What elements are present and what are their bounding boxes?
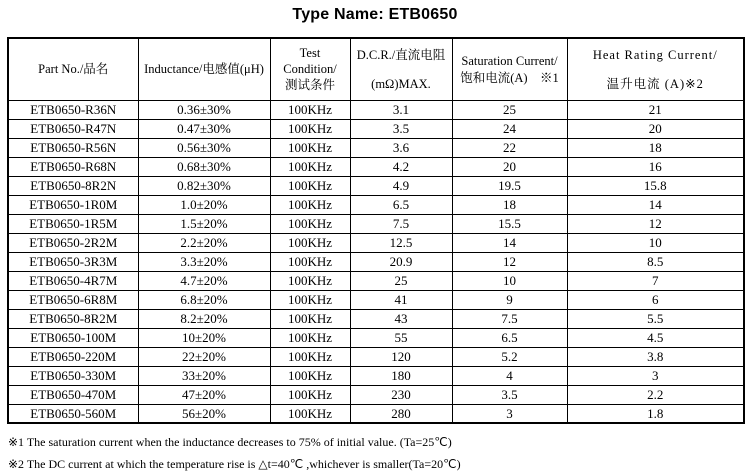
table-cell-heat_rating_current: 8.5 <box>567 252 744 271</box>
table-cell-saturation_current: 5.2 <box>452 347 567 366</box>
table-cell-dcr: 7.5 <box>350 214 452 233</box>
table-cell-saturation_current: 4 <box>452 366 567 385</box>
table-cell-heat_rating_current: 16 <box>567 157 744 176</box>
table-cell-saturation_current: 3.5 <box>452 385 567 404</box>
table-cell-inductance: 3.3±20% <box>138 252 270 271</box>
table-cell-test_condition: 100KHz <box>270 309 350 328</box>
table-row <box>8 309 744 328</box>
table-cell-dcr: 43 <box>350 309 452 328</box>
table-cell-heat_rating_current: 6 <box>567 290 744 309</box>
table-cell-part_no: ETB0650-4R7M <box>8 271 138 290</box>
column-header-label: 饱和电流(A) ※1 <box>460 70 559 85</box>
column-header-label: Part No./品名 <box>38 62 109 77</box>
table-row <box>8 138 744 157</box>
column-header-label: 测试条件 <box>284 78 335 93</box>
table-cell-part_no: ETB0650-1R0M <box>8 195 138 214</box>
table-cell-heat_rating_current: 18 <box>567 138 744 157</box>
table-cell-part_no: ETB0650-R68N <box>8 157 138 176</box>
table-cell-dcr: 280 <box>350 404 452 423</box>
table-cell-saturation_current: 20 <box>452 157 567 176</box>
table-cell-heat_rating_current: 12 <box>567 214 744 233</box>
footnotes <box>8 431 461 475</box>
table-cell-inductance: 33±20% <box>138 366 270 385</box>
column-header-label: Inductance/电感值(μH) <box>144 62 264 77</box>
table-cell-part_no: ETB0650-470M <box>8 385 138 404</box>
table-cell-dcr: 230 <box>350 385 452 404</box>
table-cell-part_no: ETB0650-R47N <box>8 119 138 138</box>
table-cell-test_condition: 100KHz <box>270 404 350 423</box>
table-cell-heat_rating_current: 20 <box>567 119 744 138</box>
table-cell-saturation_current: 7.5 <box>452 309 567 328</box>
table-cell-heat_rating_current: 10 <box>567 233 744 252</box>
table-cell-inductance: 1.5±20% <box>138 214 270 233</box>
table-cell-dcr: 41 <box>350 290 452 309</box>
table-cell-inductance: 4.7±20% <box>138 271 270 290</box>
table-cell-inductance: 0.68±30% <box>138 157 270 176</box>
column-header-test-condition <box>270 38 350 100</box>
table-cell-dcr: 3.6 <box>350 138 452 157</box>
table-cell-heat_rating_current: 5.5 <box>567 309 744 328</box>
table-cell-saturation_current: 14 <box>452 233 567 252</box>
table-row <box>8 100 744 119</box>
table-cell-heat_rating_current: 2.2 <box>567 385 744 404</box>
page-title: Type Name: ETB0650 <box>292 6 458 23</box>
column-header-heat-rating-current <box>567 38 744 100</box>
table-cell-test_condition: 100KHz <box>270 271 350 290</box>
column-header-inductance <box>138 38 270 100</box>
table-row <box>8 214 744 233</box>
table-cell-saturation_current: 6.5 <box>452 328 567 347</box>
table-cell-test_condition: 100KHz <box>270 366 350 385</box>
column-header-label: Heat Rating Current/ <box>592 47 718 62</box>
table-cell-inductance: 0.56±30% <box>138 138 270 157</box>
table-row <box>8 404 744 423</box>
footnote-2: ※2 The DC current at which the temperature rise is △t=40℃ ,whichever is smaller(Ta=20℃) <box>8 457 461 471</box>
table-cell-dcr: 180 <box>350 366 452 385</box>
table-cell-saturation_current: 25 <box>452 100 567 119</box>
table-cell-saturation_current: 9 <box>452 290 567 309</box>
column-header-saturation-current <box>452 38 567 100</box>
table-cell-dcr: 120 <box>350 347 452 366</box>
table-cell-heat_rating_current: 14 <box>567 195 744 214</box>
table-cell-heat_rating_current: 4.5 <box>567 328 744 347</box>
table-cell-saturation_current: 18 <box>452 195 567 214</box>
column-header-label: Test <box>299 45 321 60</box>
column-header-label: D.C.R./直流电阻 <box>356 47 446 62</box>
table-cell-dcr: 55 <box>350 328 452 347</box>
table-cell-part_no: ETB0650-2R2M <box>8 233 138 252</box>
table-cell-inductance: 22±20% <box>138 347 270 366</box>
table-row <box>8 176 744 195</box>
table-cell-inductance: 10±20% <box>138 328 270 347</box>
table-cell-part_no: ETB0650-560M <box>8 404 138 423</box>
table-cell-heat_rating_current: 7 <box>567 271 744 290</box>
table-cell-test_condition: 100KHz <box>270 347 350 366</box>
table-cell-test_condition: 100KHz <box>270 252 350 271</box>
table-cell-part_no: ETB0650-8R2M <box>8 309 138 328</box>
table-cell-test_condition: 100KHz <box>270 119 350 138</box>
table-row <box>8 328 744 347</box>
table-cell-saturation_current: 24 <box>452 119 567 138</box>
table-cell-part_no: ETB0650-R56N <box>8 138 138 157</box>
table-cell-inductance: 56±20% <box>138 404 270 423</box>
table-cell-test_condition: 100KHz <box>270 233 350 252</box>
table-cell-heat_rating_current: 3.8 <box>567 347 744 366</box>
spec-table <box>7 37 745 424</box>
table-cell-test_condition: 100KHz <box>270 328 350 347</box>
column-header-part-no <box>8 38 138 100</box>
table-row <box>8 233 744 252</box>
table-row <box>8 119 744 138</box>
table-cell-saturation_current: 19.5 <box>452 176 567 195</box>
table-cell-inductance: 1.0±20% <box>138 195 270 214</box>
table-cell-inductance: 8.2±20% <box>138 309 270 328</box>
table-cell-saturation_current: 12 <box>452 252 567 271</box>
table-cell-part_no: ETB0650-3R3M <box>8 252 138 271</box>
table-cell-heat_rating_current: 15.8 <box>567 176 744 195</box>
table-cell-test_condition: 100KHz <box>270 138 350 157</box>
column-header-label: Condition/ <box>283 62 337 77</box>
table-cell-dcr: 6.5 <box>350 195 452 214</box>
table-cell-dcr: 25 <box>350 271 452 290</box>
table-cell-inductance: 2.2±20% <box>138 233 270 252</box>
table-cell-inductance: 47±20% <box>138 385 270 404</box>
table-row <box>8 157 744 176</box>
table-cell-dcr: 3.1 <box>350 100 452 119</box>
table-cell-saturation_current: 10 <box>452 271 567 290</box>
table-cell-part_no: ETB0650-330M <box>8 366 138 385</box>
table-cell-dcr: 20.9 <box>350 252 452 271</box>
column-header-label: (mΩ)MAX. <box>371 76 431 91</box>
table-cell-test_condition: 100KHz <box>270 157 350 176</box>
table-cell-inductance: 0.47±30% <box>138 119 270 138</box>
table-cell-saturation_current: 22 <box>452 138 567 157</box>
table-header-row <box>8 38 744 100</box>
table-cell-saturation_current: 3 <box>452 404 567 423</box>
table-cell-part_no: ETB0650-R36N <box>8 100 138 119</box>
column-header-label: 温升电流 (A)※2 <box>606 76 704 91</box>
table-cell-part_no: ETB0650-220M <box>8 347 138 366</box>
table-cell-dcr: 4.2 <box>350 157 452 176</box>
table-cell-part_no: ETB0650-100M <box>8 328 138 347</box>
table-cell-heat_rating_current: 21 <box>567 100 744 119</box>
table-row <box>8 252 744 271</box>
table-cell-part_no: ETB0650-8R2N <box>8 176 138 195</box>
table-cell-test_condition: 100KHz <box>270 195 350 214</box>
table-cell-saturation_current: 15.5 <box>452 214 567 233</box>
table-cell-part_no: ETB0650-6R8M <box>8 290 138 309</box>
table-cell-part_no: ETB0650-1R5M <box>8 214 138 233</box>
table-body <box>8 100 744 423</box>
table-cell-test_condition: 100KHz <box>270 100 350 119</box>
table-row <box>8 366 744 385</box>
table-row <box>8 271 744 290</box>
column-header-label: Saturation Current/ <box>461 53 558 68</box>
table-cell-dcr: 3.5 <box>350 119 452 138</box>
table-cell-inductance: 0.36±30% <box>138 100 270 119</box>
column-header-dcr <box>350 38 452 100</box>
table-cell-heat_rating_current: 3 <box>567 366 744 385</box>
table-row <box>8 195 744 214</box>
table-cell-test_condition: 100KHz <box>270 290 350 309</box>
table-cell-test_condition: 100KHz <box>270 385 350 404</box>
footnote-1: ※1 The saturation current when the inductance decreases to 75% of initial value. (Ta=25℃) <box>8 435 452 449</box>
table-cell-inductance: 0.82±30% <box>138 176 270 195</box>
table-cell-test_condition: 100KHz <box>270 214 350 233</box>
table-cell-inductance: 6.8±20% <box>138 290 270 309</box>
table-row <box>8 290 744 309</box>
table-cell-dcr: 12.5 <box>350 233 452 252</box>
table-cell-heat_rating_current: 1.8 <box>567 404 744 423</box>
table-cell-test_condition: 100KHz <box>270 176 350 195</box>
table-cell-dcr: 4.9 <box>350 176 452 195</box>
table-row <box>8 385 744 404</box>
table-row <box>8 347 744 366</box>
